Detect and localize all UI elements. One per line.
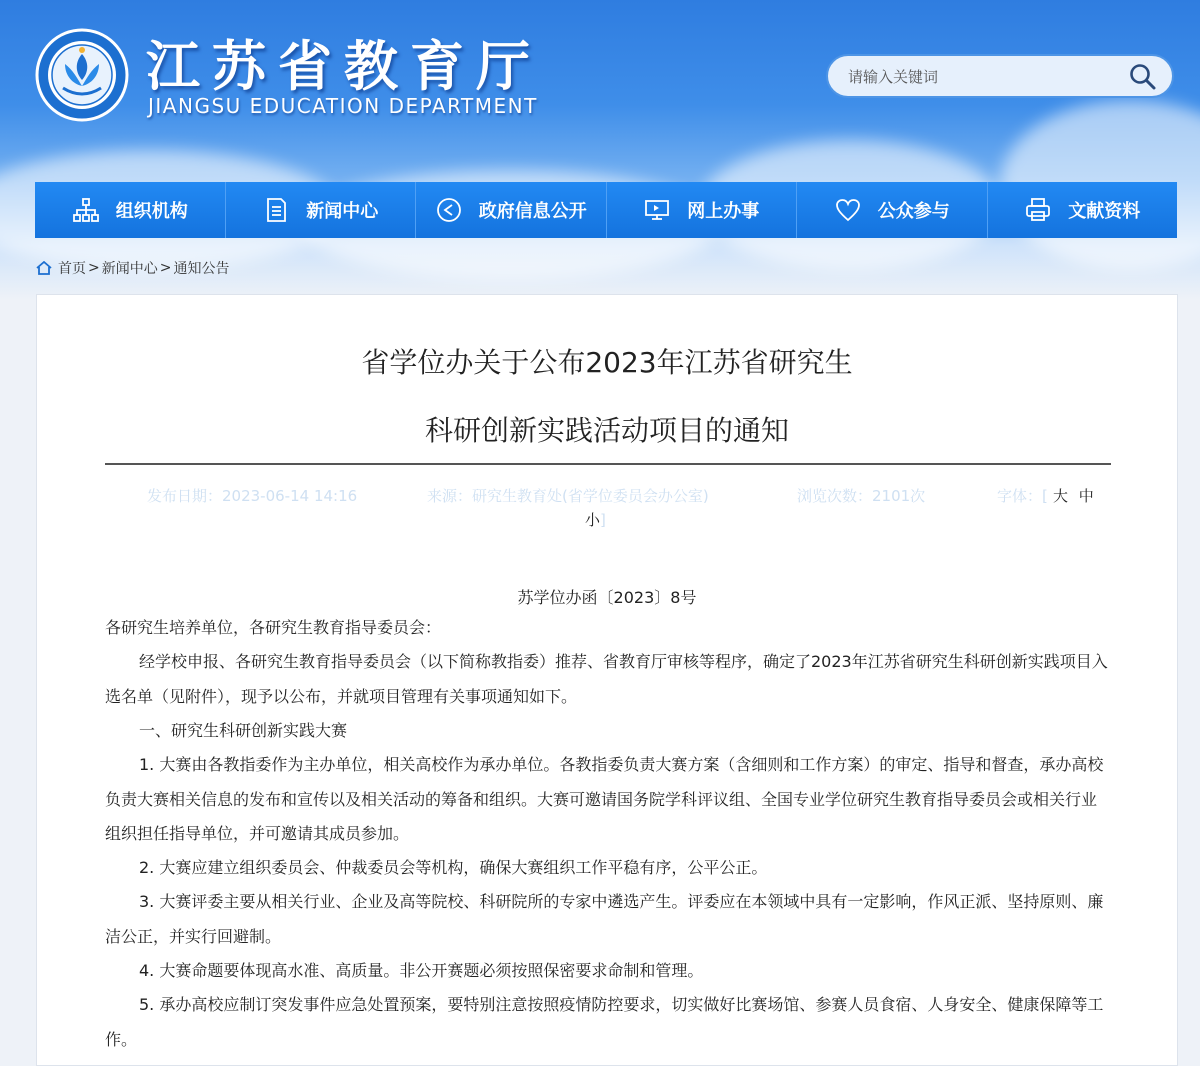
site-subtitle: JIANGSU EDUCATION DEPARTMENT (148, 94, 538, 118)
nav-label: 新闻中心 (306, 201, 379, 222)
breadcrumb (36, 258, 229, 278)
search-input[interactable] (846, 64, 1120, 90)
font-size-bracket: ] (600, 511, 606, 529)
nav-item-documents[interactable] (988, 182, 1178, 238)
font-size-options (1053, 485, 1094, 506)
nav-item-organization[interactable] (35, 182, 226, 238)
nav-item-gov-info[interactable] (416, 182, 607, 238)
monitor-icon (643, 196, 671, 224)
nav-item-news[interactable] (226, 182, 417, 238)
department-emblem-icon[interactable] (35, 28, 129, 122)
search-icon[interactable] (1128, 62, 1158, 92)
item-4: 4. 大赛命题要体现高水准、高质量。非公开赛题必须按照保密要求命制和管理。 (139, 961, 704, 980)
article-source: 来源：研究生教育处(省学位委员会办公室) (427, 487, 709, 505)
main-nav (35, 182, 1177, 238)
breadcrumb-home-link[interactable]: 首页 (58, 261, 86, 277)
view-count: 浏览次数：2101次 (797, 487, 926, 505)
play-circle-icon (435, 196, 463, 224)
nav-label: 文献资料 (1068, 201, 1141, 222)
salutation: 各研究生培养单位，各研究生教育指导委员会： (105, 618, 442, 637)
search-box (826, 54, 1174, 98)
section-heading: 一、研究生科研创新实践大赛 (139, 721, 348, 740)
home-icon (36, 261, 52, 275)
site-header (0, 0, 1200, 300)
org-chart-icon (72, 196, 100, 224)
article-panel (36, 294, 1178, 1066)
publish-date: 发布日期：2023-06-14 14:16 (147, 487, 358, 505)
title-divider (105, 463, 1111, 465)
intro-paragraph: 经学校申报、各研究生教育指导委员会（以下简称教指委）推荐、省教育厅审核等程序，确定了2023年江苏省研究生科研创新实践项目入选名单（见附件），现予以公布，并就项目管理有关事项通知如下。 (105, 652, 1108, 706)
nav-label: 政府信息公开 (478, 201, 587, 222)
nav-item-public-participation[interactable] (797, 182, 988, 238)
printer-icon (1024, 196, 1052, 224)
article-title-line2: 科研创新实践活动项目的通知 (424, 414, 789, 447)
nav-label: 公众参与 (877, 201, 950, 222)
heart-icon (834, 196, 862, 224)
nav-label: 组织机构 (115, 201, 188, 222)
site-title: 江苏省教育厅 (146, 35, 542, 98)
breadcrumb-separator: > (159, 260, 172, 276)
item-2: 2. 大赛应建立组织委员会、仲裁委员会等机构，确保大赛组织工作平稳有序，公平公正。 (139, 858, 768, 877)
nav-item-online-services[interactable] (607, 182, 798, 238)
article-title-line1: 省学位办关于公布2023年江苏省研究生 (361, 346, 853, 379)
item-1: 1. 大赛由各教指委作为主办单位，相关高校作为承办单位。各教指委负责大赛方案（含细则和工作方案）的审定、指导和督查，承办高校负责大赛相关信息的发布和宣传以及相关活动的筹备和组织。大赛可邀请国务院学科评议组、全国专业学位研究生教育指导委员会或相关行业组织担任指导单位，并可邀请其成员参加。 (105, 755, 1104, 843)
item-5: 5. 承办高校应制订突发事件应急处置预案，要特别注意按照疫情防控要求，切实做好比赛场馆、参赛人员食宿、人身安全、健康保障等工作。 (105, 995, 1104, 1049)
breadcrumb-news-link[interactable]: 新闻中心 (101, 261, 158, 277)
document-icon (262, 196, 290, 224)
font-medium-button[interactable]: 中 (1078, 487, 1094, 505)
document-number: 苏学位办函〔2023〕8号 (517, 588, 697, 607)
font-size-label: 字体：[ (997, 487, 1048, 505)
nav-label: 网上办事 (687, 201, 760, 222)
item-3: 3. 大赛评委主要从相关行业、企业及高等院校、科研院所的专家中遴选产生。评委应在本领域中具有一定影响，作风正派、坚持原则、廉洁公正，并实行回避制。 (105, 892, 1104, 946)
breadcrumb-separator: > (88, 260, 100, 276)
font-size-options-wrap (585, 509, 606, 530)
font-small-button[interactable]: 小 (585, 511, 601, 529)
font-large-button[interactable]: 大 (1053, 487, 1069, 505)
breadcrumb-notices-link[interactable]: 通知公告 (173, 261, 230, 277)
